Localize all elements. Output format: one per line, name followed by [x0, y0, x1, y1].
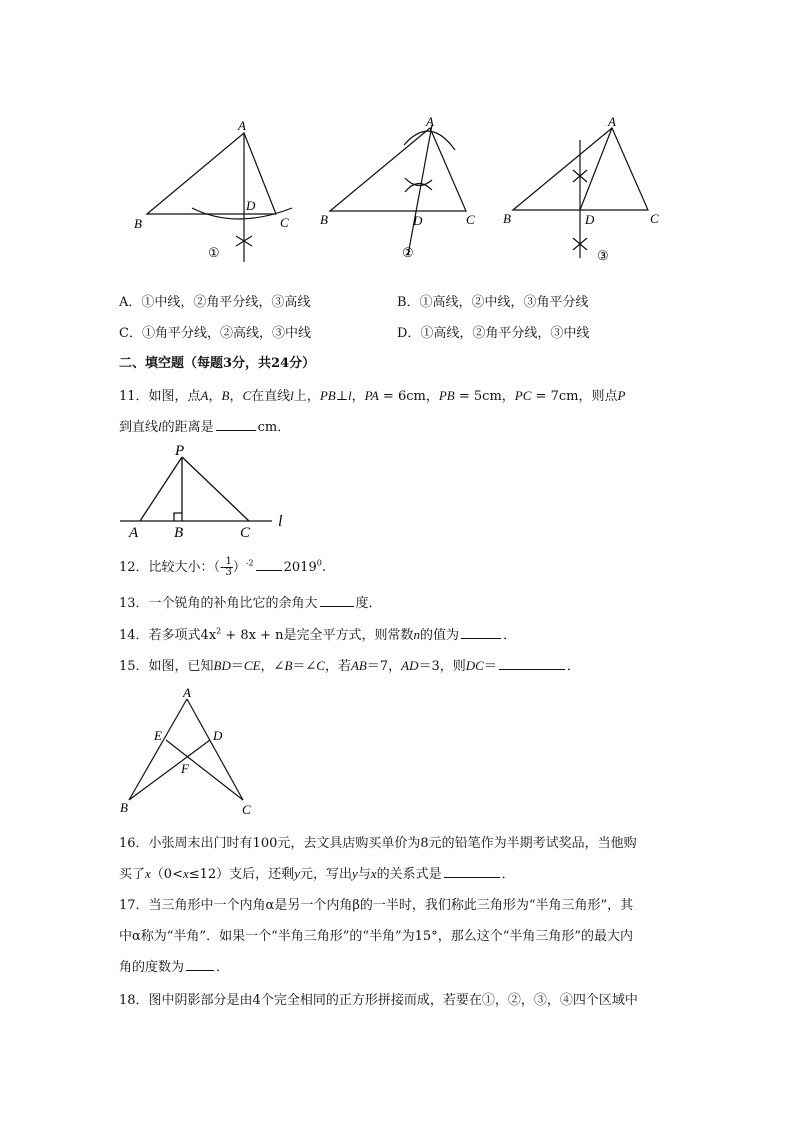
q12-fraction: $\frac{1}{3}$ [225, 556, 232, 578]
q15-fig-label-A: A [183, 685, 191, 700]
q10-figures [0, 100, 794, 270]
fig3-label-C: C [650, 211, 659, 226]
fig1-number: ① [208, 245, 220, 260]
q10-figure-3 [513, 128, 648, 258]
q18-line-1: 18．图中阴影部分是由4个完全相同的正方形拼接而成，若要在①，②，③，④四个区域中 [119, 993, 638, 1008]
q16-line-2: 买了x（0<x≤12）支后，还剩y元，写出y与x的关系式是 ． [119, 866, 515, 882]
q14-line: 14．若多项式$4x^2 + 8x + n$是完全平方式，则常数n的值为 ． [119, 626, 517, 643]
q10-figure-2 [330, 125, 466, 255]
fig1-label-D: D [246, 198, 256, 213]
fig1-label-B: B [134, 216, 142, 231]
q11-fig-label-P: P [175, 443, 185, 459]
q11-line-1: 11．如图，点A，B，C在直线l上，PB⊥l，PA = 6cm，PB = 5cm，PC = 7cm，则点P [119, 388, 626, 404]
fig3-label-D: D [585, 212, 595, 227]
q16-line-1: 16．小张周末出门时有100元，去文具店购买单价为8元的铅笔作为半期考试奖品，当他购 [119, 836, 637, 851]
q16-answer-blank[interactable] [444, 865, 500, 878]
q15-fig-label-E: E [154, 728, 162, 743]
q17-answer-blank[interactable] [186, 958, 214, 971]
q17-line-1: 17．当三角形中一个内角α是另一个内角β的一半时，我们称此三角形为“半角三角形”，其 [119, 898, 634, 913]
fig2-label-A: A [426, 114, 434, 129]
section-2-heading: 二、填空题（每题3分，共24分） [119, 356, 316, 371]
fig3-number: ③ [597, 248, 609, 263]
fig2-number: ② [402, 245, 414, 260]
q11-fig-label-C: C [240, 525, 251, 540]
q14-answer-blank[interactable] [461, 626, 501, 639]
q11-figure [110, 440, 300, 540]
q13-line: 13．一个锐角的补角比它的余角大 度． [119, 596, 382, 611]
q10-figure-1 [147, 133, 292, 262]
q10-option-d: D．①高线，②角平分线，③中线 [397, 326, 590, 341]
q11-fig-label-l: l [278, 513, 283, 530]
fig2-label-D: D [413, 213, 423, 228]
fig3-label-B: B [503, 211, 511, 226]
fig3-label-A: A [608, 114, 616, 129]
q10-option-b: B．①高线，②中线，③角平分线 [397, 295, 589, 310]
q10-option-c: C．①角平分线，②高线，③中线 [119, 326, 311, 341]
q15-line: 15．如图，已知BD＝CE，∠B＝∠C，若AB＝7，AD＝3，则DC＝ ． [119, 658, 580, 674]
fig1-label-A: A [238, 118, 246, 133]
fig1-label-C: C [280, 215, 289, 230]
q15-figure [115, 680, 265, 820]
q11-answer-blank[interactable] [216, 418, 256, 431]
q17-line-2: 中α称为“半角”．如果一个“半角三角形”的“半角”为15°，那么这个“半角三角形”的最大内 [119, 929, 633, 944]
q15-fig-label-F: F [181, 761, 189, 776]
q10-option-a: A．①中线，②角平分线，③高线 [119, 295, 311, 310]
fig2-label-C: C [466, 212, 475, 227]
q15-answer-blank[interactable] [499, 657, 565, 670]
fig2-label-B: B [320, 212, 328, 227]
q15-fig-label-B: B [120, 800, 128, 815]
q12-answer-blank[interactable] [256, 558, 282, 571]
q11-fig-label-B: B [174, 525, 184, 540]
q12-line: 12．比较大小：（- $\frac{1}{3}$ ）$^{-2}$ 2019$^0$. [119, 556, 326, 578]
q17-line-3: 角的度数为 ． [119, 960, 230, 975]
q11-fig-label-A: A [129, 525, 139, 540]
q15-fig-label-D: D [213, 728, 223, 743]
q13-answer-blank[interactable] [320, 594, 354, 607]
q11-line-2: 到直线l的距离是 cm． [119, 419, 291, 435]
q15-fig-label-C: C [242, 802, 251, 817]
